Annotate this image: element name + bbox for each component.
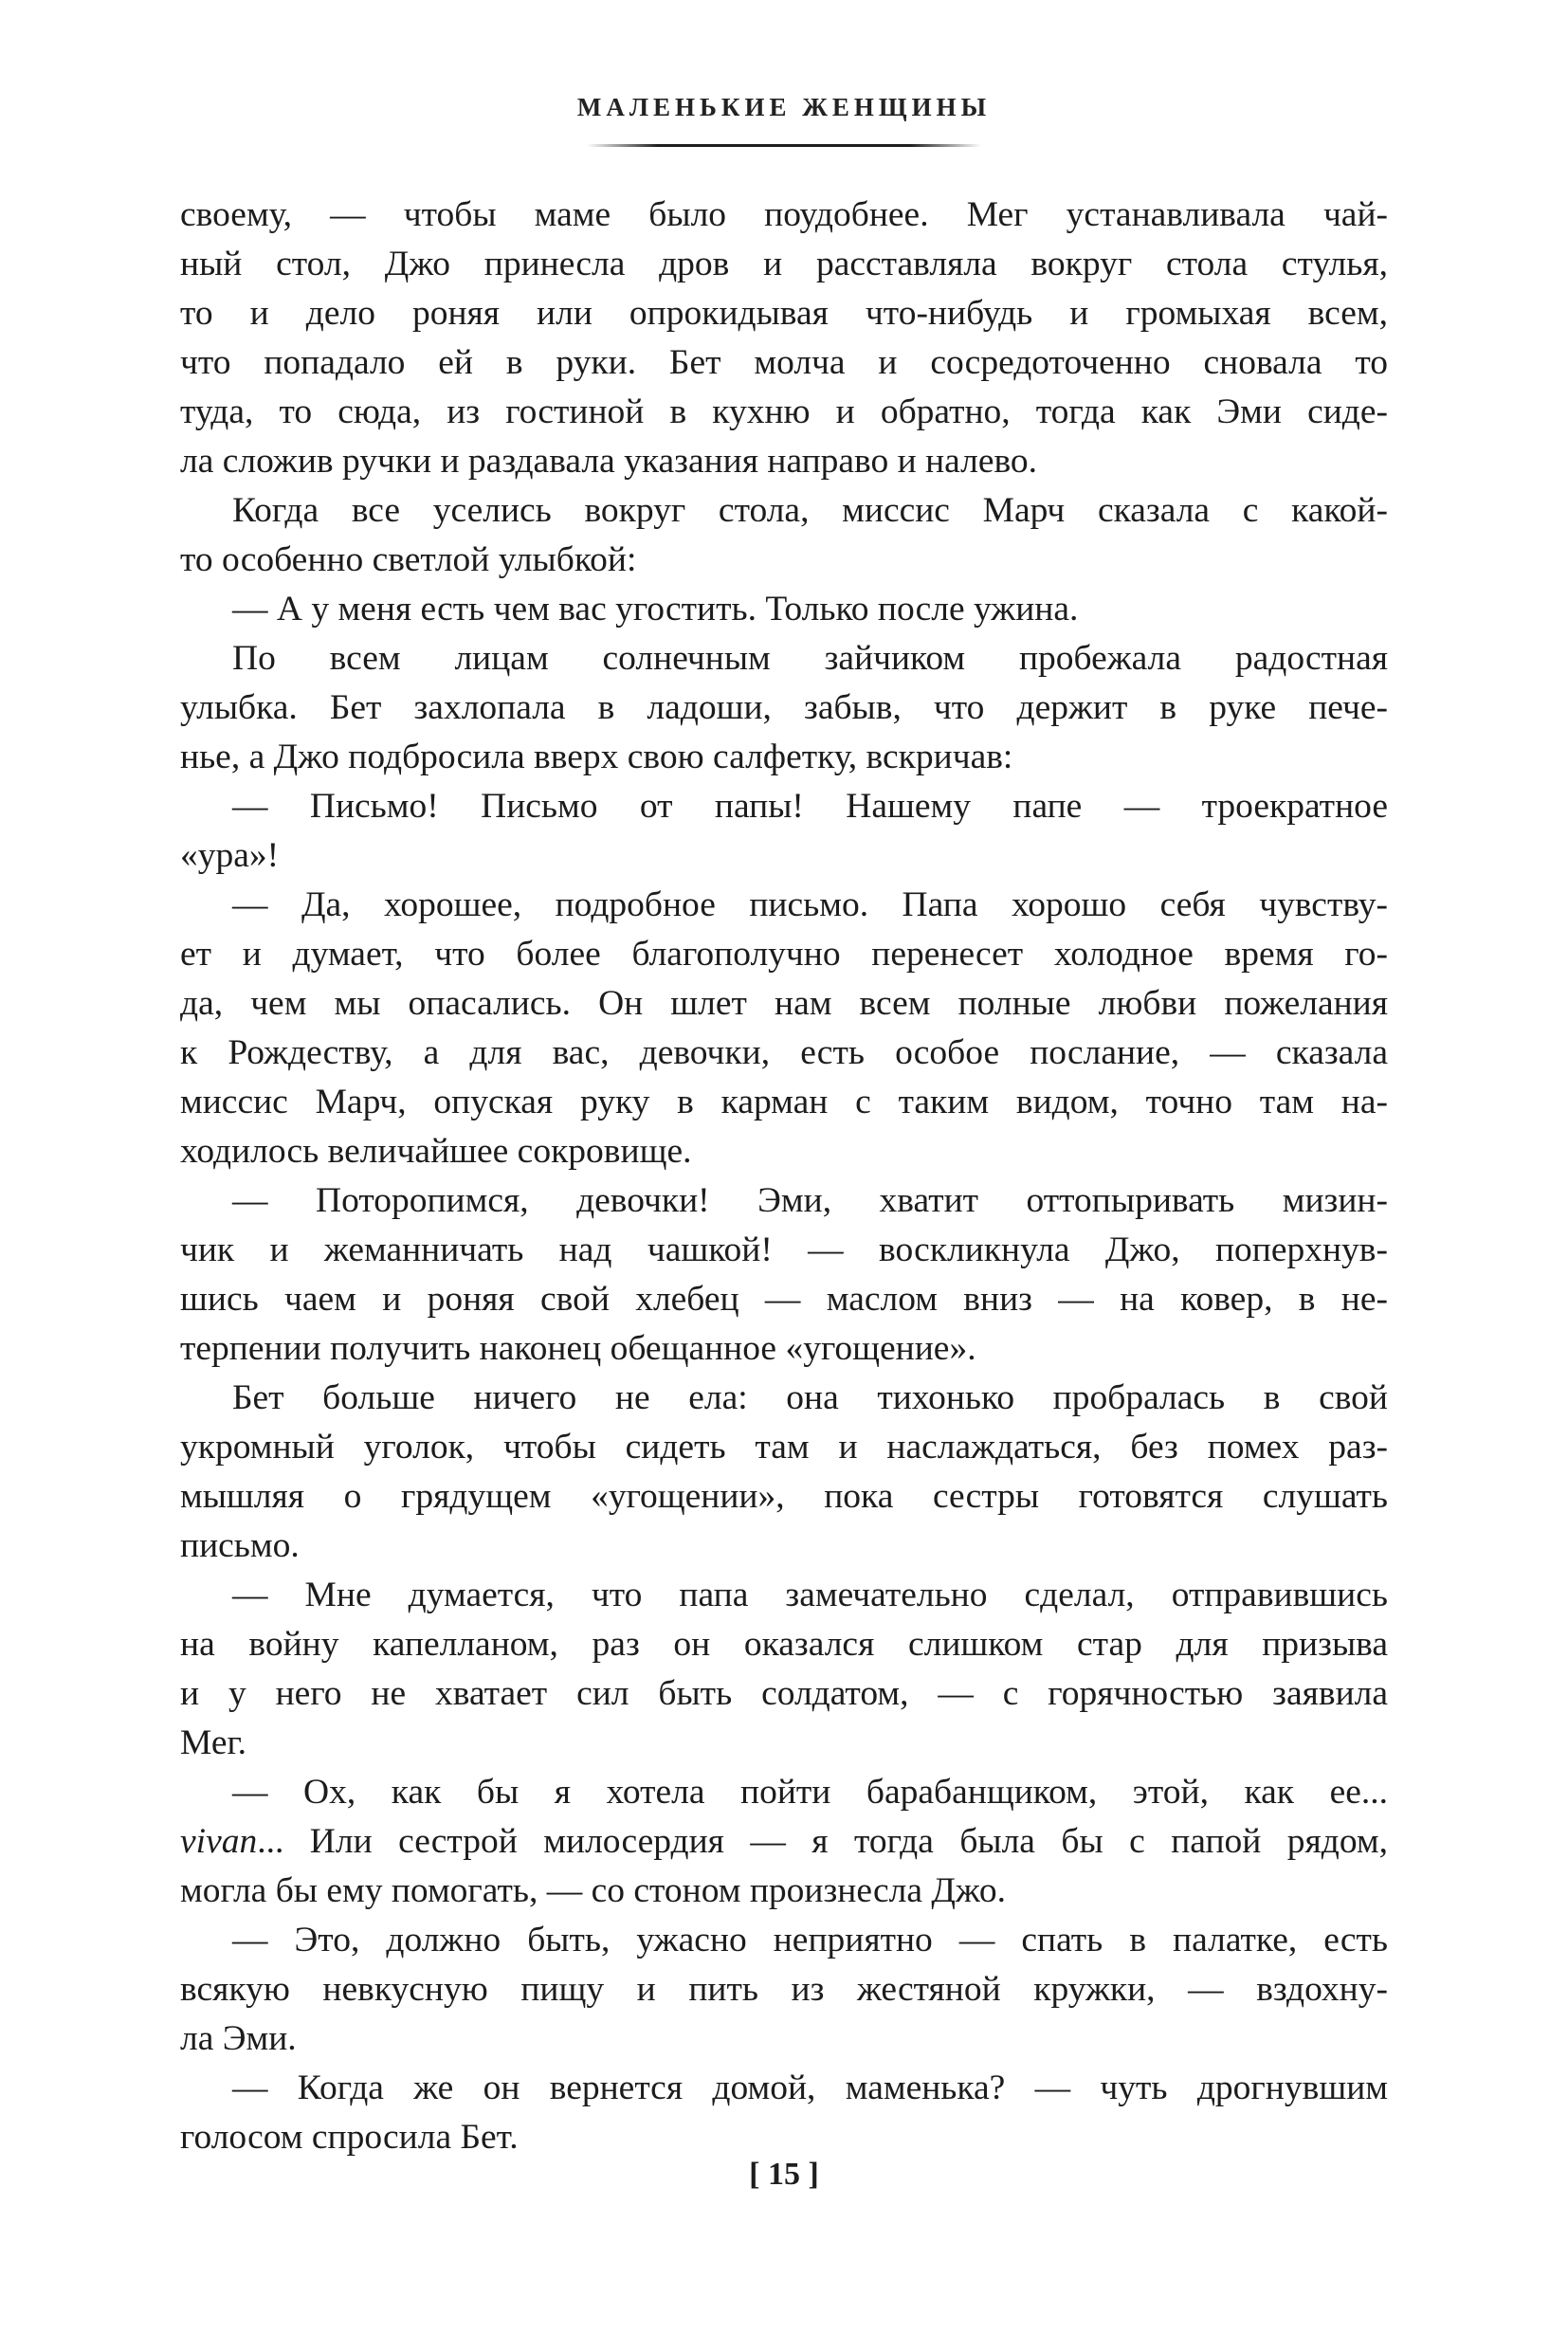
text-line: Когда все уселись вокруг стола, миссис Марч сказала с какой- [232, 491, 1388, 530]
text-line: на войну капелланом, раз он оказался слишком стар для призыва [180, 1625, 1388, 1664]
text-line: ла сложив ручки и раздавала указания направо и налево. [180, 442, 1038, 481]
text-line: что попадало ей в руки. Бет молча и сосредоточенно сновала то [180, 343, 1388, 382]
text-line: письмо. [180, 1526, 300, 1565]
text-line: чик и жеманничать над чашкой! — воскликнула Джо, поперхнув- [180, 1230, 1388, 1269]
text-line: к Рождеству, а для вас, девочки, есть особое послание, — сказала [180, 1033, 1388, 1072]
text-line: — Когда же он вернется домой, маменька? — чуть дрогнувшим [232, 2069, 1388, 2107]
text-line: «ура»! [180, 836, 280, 875]
text-line: могла бы ему помогать, — со стоном произнесла Джо. [180, 1871, 1007, 1910]
text-line: ходилось величайшее сокровище. [180, 1132, 692, 1171]
text-line: Мег. [180, 1723, 247, 1762]
text-line: своему, — чтобы маме было поудобнее. Мег устанавливала чай- [180, 195, 1388, 234]
text-line: По всем лицам солнечным зайчиком пробежала радостная [232, 639, 1388, 678]
italic-word: vivan [180, 1822, 258, 1861]
text-line: — Мне думается, что папа замечательно сделал, отправившись [232, 1576, 1388, 1614]
text-line: — А у меня есть чем вас угостить. Только после ужина. [232, 590, 1079, 629]
text-line: — Ох, как бы я хотела пойти барабанщиком, этой, как ее... [232, 1773, 1388, 1812]
text-line: ла Эми. [180, 2019, 297, 2058]
text-line: да, чем мы опасались. Он шлет нам всем полные любви пожелания [180, 984, 1388, 1023]
running-title: МАЛЕНЬКИЕ ЖЕНЩИНЫ [576, 93, 992, 121]
page-number: [ 15 ] [749, 2157, 819, 2192]
text-line-with-italic: vivan... Или сестрой милосердия — я тогда была бы с папой рядом, [180, 1822, 1388, 1861]
text-line: укромный уголок, чтобы сидеть там и наслаждаться, без помех раз- [180, 1428, 1388, 1467]
text-line: улыбка. Бет захлопала в ладоши, забыв, что держит в руке пече- [180, 688, 1388, 727]
text-line: мышляя о грядущем «угощении», пока сестры готовятся слушать [180, 1477, 1388, 1516]
text-line: шись чаем и роняя свой хлебец — маслом вниз — на ковер, в не- [180, 1280, 1388, 1319]
text-line: миссис Марч, опуская руку в карман с таким видом, точно там на- [180, 1083, 1388, 1121]
text-line: ет и думает, что более благополучно перенесет холодное время го- [180, 935, 1388, 974]
text-line: то особенно светлой улыбкой: [180, 540, 637, 579]
body-text [180, 191, 1388, 2162]
text-line: ный стол, Джо принесла дров и расставляла вокруг стола стулья, [180, 245, 1388, 283]
text-line: — Письмо! Письмо от папы! Нашему папе — троекратное [232, 787, 1388, 826]
text-line: нье, а Джо подбросила вверх свою салфетку, вскричав: [180, 738, 1013, 776]
text-line: то и дело роняя или опрокидывая что-нибудь и громыхая всем, [180, 294, 1388, 333]
header-rule [587, 144, 981, 147]
text-line: терпении получить наконец обещанное «угощение». [180, 1329, 976, 1368]
text-line: голосом спросила Бет. [180, 2118, 519, 2157]
text-line: туда, то сюда, из гостиной в кухню и обратно, тогда как Эми сиде- [180, 392, 1388, 431]
text-line: — Поторопимся, девочки! Эми, хватит оттопыривать мизин- [232, 1181, 1388, 1220]
text-line: всякую невкусную пищу и пить из жестяной кружки, — вздохну- [180, 1970, 1388, 2009]
text-line: и у него не хватает сил быть солдатом, — с горячностью заявила [180, 1674, 1388, 1713]
text-line: Бет больше ничего не ела: она тихонько пробралась в свой [232, 1378, 1388, 1417]
text-line: — Да, хорошее, подробное письмо. Папа хорошо себя чувству- [232, 885, 1388, 924]
text-line: — Это, должно быть, ужасно неприятно — спать в палатке, есть [232, 1921, 1388, 1959]
